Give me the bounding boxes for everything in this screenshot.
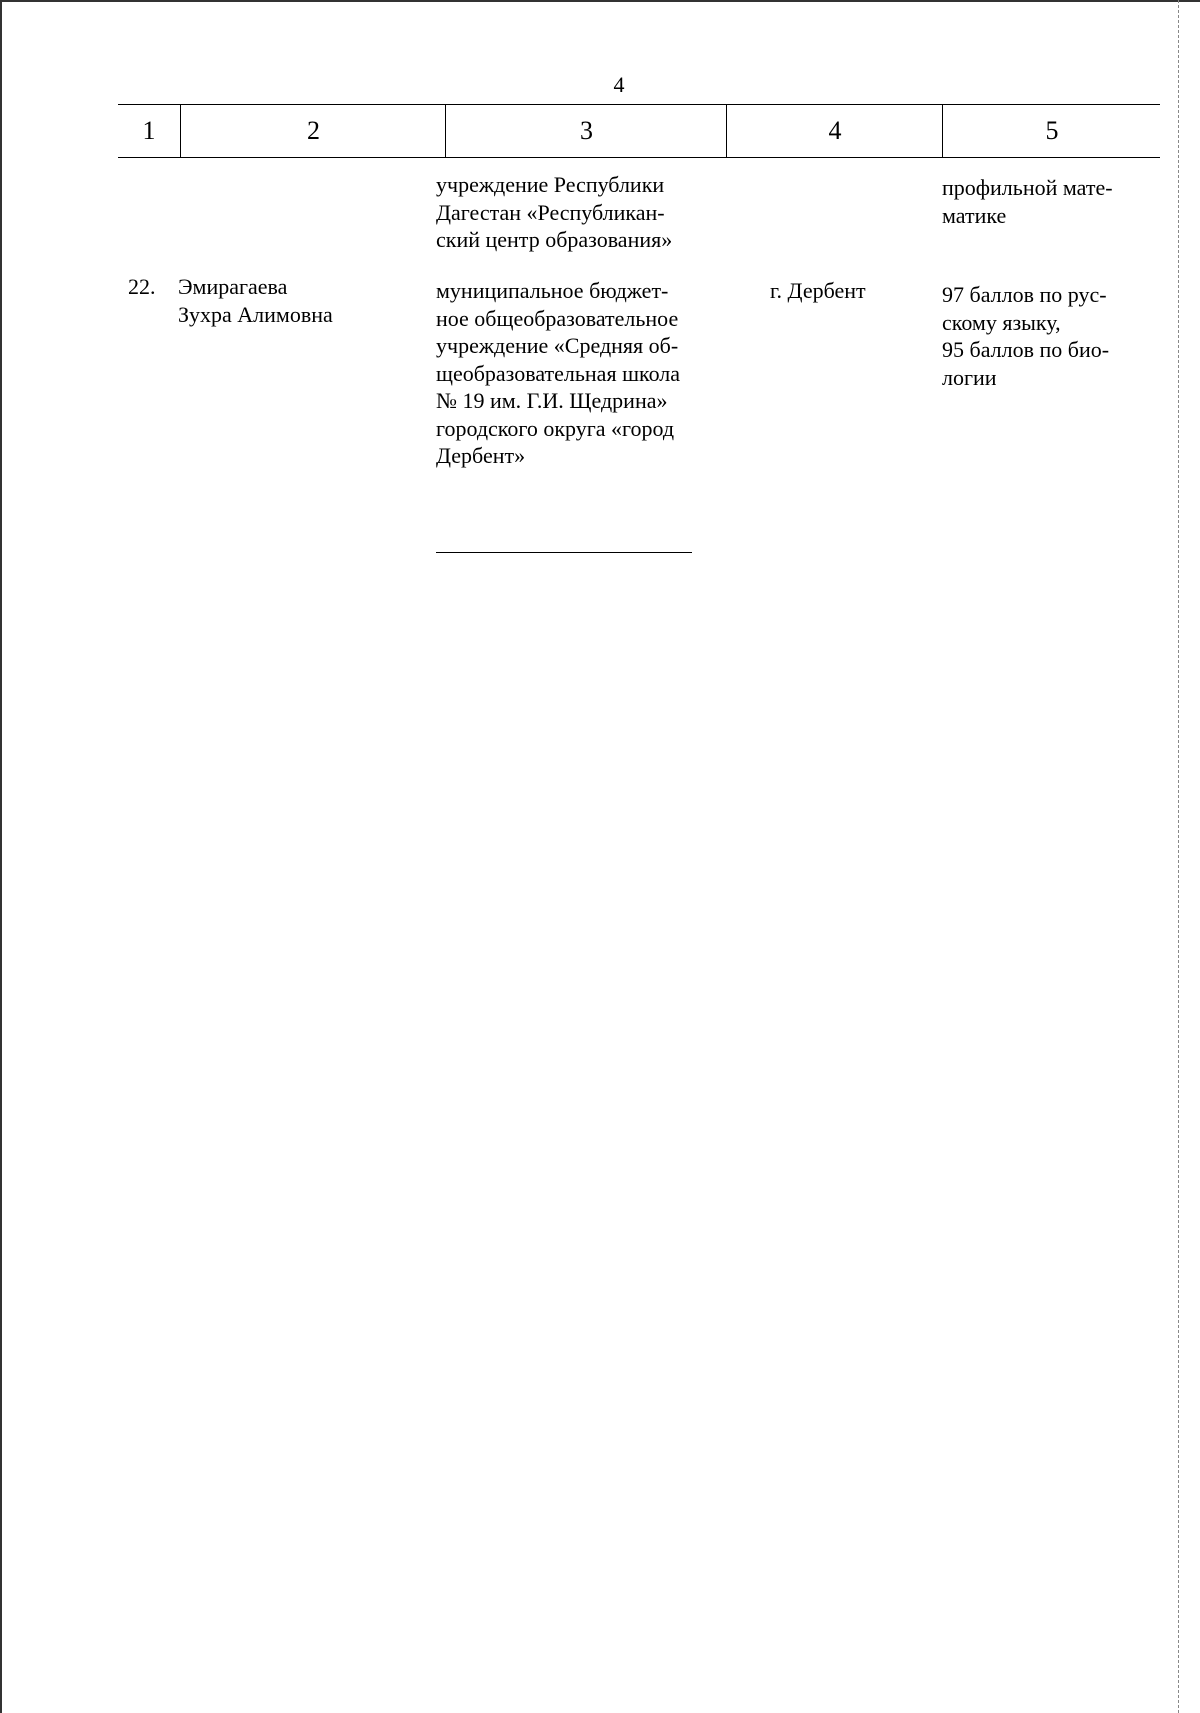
city: г. Дербент [770,278,866,303]
scan-edge-right [1178,0,1179,1713]
table-header-row [118,104,1160,158]
header-col-1: 1 [142,116,156,145]
text-line: № 19 им. Г.И. Щедрина» [436,388,668,413]
end-of-document-rule [436,552,692,553]
text-line: щеобразовательная школа [436,360,681,386]
header-col-5: 5 [942,105,1161,157]
text-line: Эмирагаева [178,274,288,299]
text-line: городского округа «город [436,415,675,441]
continuation-results [942,174,1142,229]
text-line: скому языку, [942,309,1061,335]
text-line: Зухра Алимовна [178,301,333,327]
text-line: учреждение Республики [436,172,665,197]
text-line: 95 баллов по био- [942,337,1110,362]
scan-edge-top [0,0,1200,2]
page-number: 4 [613,72,625,97]
text-line: ский центр образования» [436,227,673,252]
exam-results [942,281,1152,391]
text-line: 97 баллов по рус- [942,282,1107,307]
text-line: муниципальное бюджет- [436,278,669,303]
row-number: 22. [128,274,156,299]
text-line: учреждение «Средняя об- [436,333,679,358]
text-line: Дербент» [436,443,526,468]
text-line: Дагестан «Республикан- [436,199,665,225]
text-line: профильной мате- [942,175,1113,200]
text-line: матике [942,202,1007,228]
continuation-institution [436,171,714,254]
text-line: ное общеобразовательное [436,305,679,331]
header-col-3: 3 [445,105,727,157]
institution-name [436,277,714,470]
scan-edge-left [0,0,2,1713]
header-col-4: 4 [726,105,943,157]
text-line: логии [942,364,997,390]
student-name [178,273,418,328]
header-col-2: 2 [180,105,446,157]
